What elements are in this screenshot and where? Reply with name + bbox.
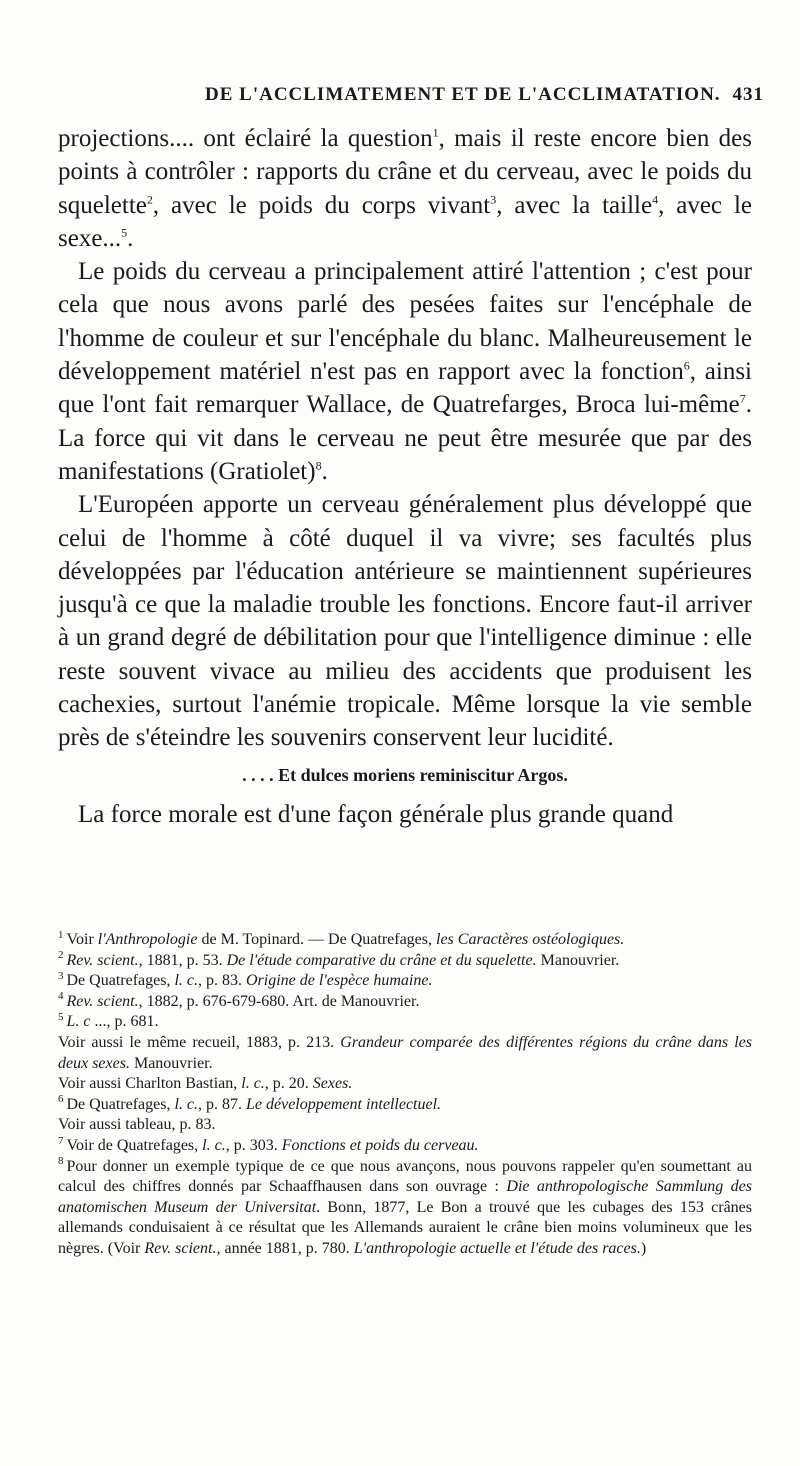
footnote-ref[interactable]: 6 xyxy=(683,358,690,373)
footnote-6-cont: Voir aussi tableau, p. 83. xyxy=(58,1116,216,1134)
footnote-5: $^5$ L. c ..., p. 681. xyxy=(58,1011,159,1031)
footnote-5-cont-2: Voir aussi Charlton Bastian, l. c., p. 20. Sexes. xyxy=(58,1075,353,1093)
footnote-ref[interactable]: 3 xyxy=(490,192,497,207)
footnote-3: $^3$ De Quatrefages, l. c., p. 83. Origine de l'espèce humaine. xyxy=(58,969,433,990)
footnote-7: $^7$ Voir de Quatrefages, l. c., p. 303. Fonctions et poids du cerveau. xyxy=(58,1134,479,1154)
footnote-2: $^2$ Rev. scient., 1881, p. 53. De l'étude comparative du crâne et du squelette. Manouvrier. xyxy=(58,949,620,969)
footnote-8: $^8$ Pour donner un exemple typique de ce que nous avançons, nous pouvons rappeler qu'en soumettant au calcul des chiffres donnés par Schaaffhausen dans son ouvrage : Die anthropologische Sammlung des anatomischen Museum der Universitat. Bonn, 1877, Le Bon a trouvé que les cubages des 153 crânes allemands conduisaient à ce résultat que les Allemands auraient le crâne bien moins volumineux que les nègres. (Voir Rev. scient., année 1881, p. 780. L'anthropologie actuelle et l'étude des races.) xyxy=(58,1155,752,1257)
footnote-ref[interactable]: 2 xyxy=(146,192,153,207)
footnote-ref[interactable]: 8 xyxy=(315,458,322,473)
footnote-5-cont-1: Voir aussi le même recueil, 1883, p. 213. Grandeur comparée des différentes régions du crâne dans les deux sexes. Manouvrier. xyxy=(58,1033,752,1072)
paragraph-3: L'Européen apporte un cerveau généralement plus développé que celui de l'homme à côté duquel il va vivre; ses facultés plus développées par l'éducation antérieure se maintiennent supérieures jusqu'à ce que la maladie trouble les fonctions. Encore faut-il arriver à un grand degré de débilitation pour que l'intelligence diminue : elle reste souvent vivace au milieu des accidents que produisent les cachexies, surtout l'anémie tropicale. Même lorsque la vie semble près de s'éteindre les souvenirs conservent leur lucidité. xyxy=(58,491,752,752)
footnote-4: $^4$ Rev. scient., 1882, p. 676-679-680. Art. de Manouvrier. xyxy=(58,990,420,1010)
footnote-ref[interactable]: 7 xyxy=(739,392,746,407)
footnote-6: $^6$ De Quatrefages, l. c., p. 87. Le développement intellectuel. xyxy=(58,1093,442,1113)
footnote-ref[interactable]: 1 xyxy=(432,125,439,140)
latin-quote: . . . . Et dulces moriens reminiscitur Argos. xyxy=(242,764,568,785)
main-text xyxy=(58,122,752,831)
paragraph-2: Le poids du cerveau a principalement attiré l'attention ; c'est pour cela que nous avons parlé des pesées faites sur l'encéphale de l'homme de couleur et sur l'encéphale du blanc. Malheureusement le développement matériel n'est pas en rapport avec la fonction$^6$, ainsi que l'ont fait remarquer Wallace, de Quatrefarges, Broca lui-même$^7$. La force qui vit dans le cerveau ne peut être mesurée que par des manifestations (Gratiolet)$^8$. xyxy=(58,258,752,485)
page-header xyxy=(205,84,764,106)
paragraph-4: La force morale est d'une façon générale plus grande quand xyxy=(78,800,674,828)
footnote-ref[interactable]: 4 xyxy=(652,192,659,207)
page-number: 431 xyxy=(732,84,764,105)
paragraph-1: projections.... ont éclairé la question$^1$, mais il reste encore bien des points à contrôler : rapports du crâne et du cerveau, avec le poids du squelette$^2$, avec le poids du corps vivant$^3$, avec la taille$^4$, avec le sexe...$^5$. xyxy=(58,125,752,252)
footnote-1: $^1$ Voir l'Anthropologie de M. Topinard. — De Quatrefages, les Caractères ostéologiques. xyxy=(58,928,625,948)
running-title: DE L'ACCLIMATEMENT ET DE L'ACCLIMATATION. xyxy=(205,84,721,105)
footnote-ref[interactable]: 5 xyxy=(121,225,128,240)
footnotes xyxy=(58,930,752,1260)
